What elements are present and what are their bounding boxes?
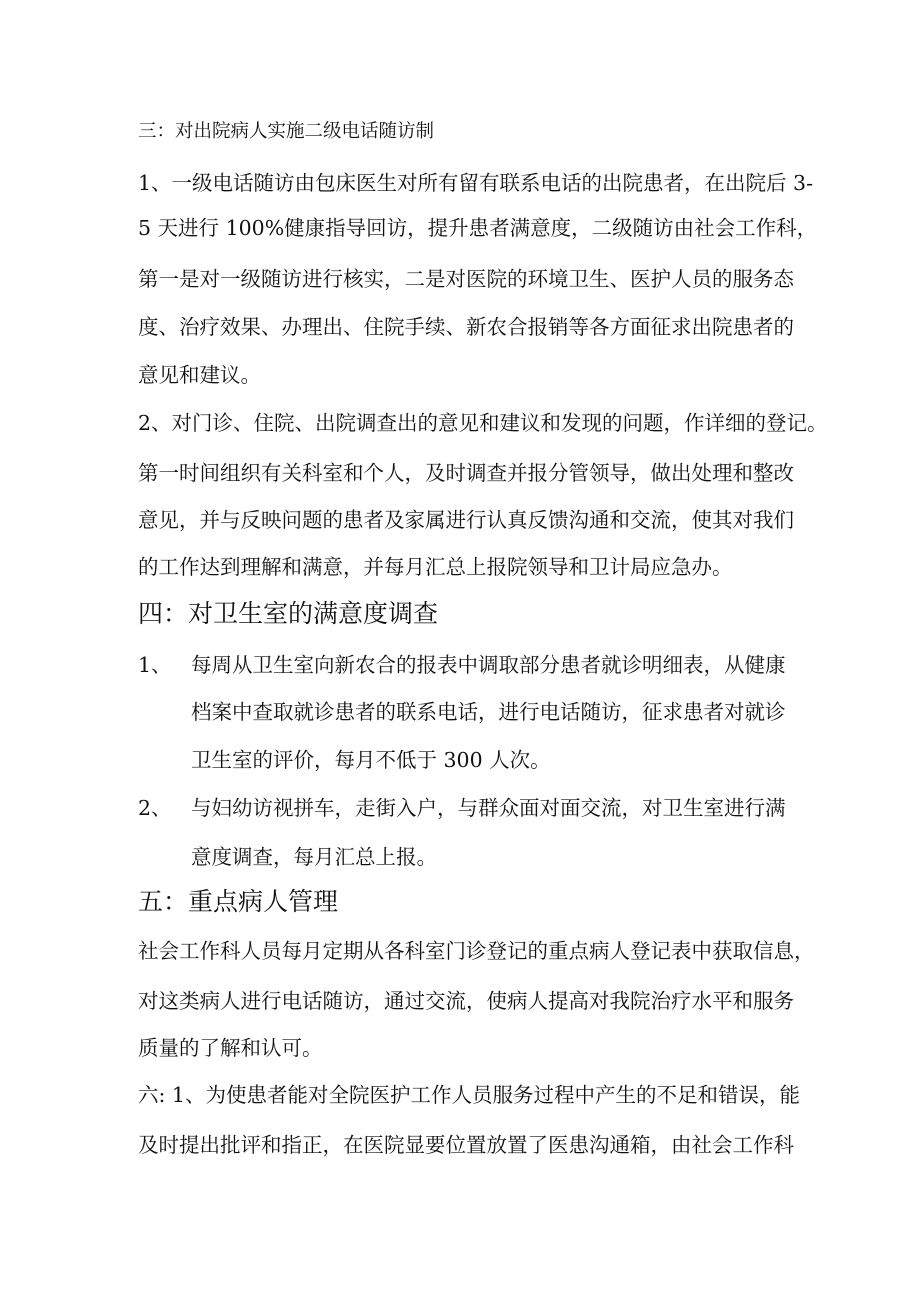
section-3-p1-line-3: 第一是对一级随访进行核实，二是对医院的环境卫生、医护人员的服务态 — [138, 267, 794, 291]
section-5-line-1: 社会工作科人员每月定期从各科室门诊登记的重点病人登记表中获取信息， — [138, 939, 815, 963]
section-3-title: 三：对出院病人实施二级电话随访制 — [138, 121, 435, 142]
section-6-line-2: 及时提出批评和指正，在医院显要位置放置了医患沟通箱，由社会工作科 — [138, 1133, 794, 1157]
section-6-line-1: 六: 1、为使患者能对全院医护工作人员服务过程中产生的不足和错误，能 — [138, 1083, 800, 1107]
section-3-p2-line-2: 第一时间组织有关科室和个人，及时调查并报分管领导，做出处理和整改 — [138, 461, 794, 485]
section-4-item-1-number: 1、 — [138, 653, 172, 677]
section-4-item-2-line-1: 与妇幼访视拼车，走街入户，与群众面对面交流，对卫生室进行满 — [191, 796, 786, 820]
section-4-item-1-line-1: 每周从卫生室向新农合的报表中调取部分患者就诊明细表，从健康 — [191, 653, 786, 677]
section-3-p1-line-5: 意见和建议。 — [138, 363, 261, 387]
section-4-item-2-number: 2、 — [138, 796, 172, 820]
section-5-title: 五：重点病人管理 — [138, 887, 339, 916]
section-3-p1-line-2: 5 天进行 100%健康指导回访，提升患者满意度，二级随访由社会工作科， — [138, 216, 818, 240]
section-3-p1-line-1: 1、一级电话随访由包床医生对所有留有联系电话的出院患者，在出院后 3- — [138, 171, 814, 195]
section-5-line-3: 质量的了解和认可。 — [138, 1036, 323, 1060]
section-3-p2-line-3: 意见，并与反映问题的患者及家属进行认真反馈沟通和交流，使其对我们 — [138, 508, 794, 532]
section-3-p2-line-1: 2、对门诊、住院、出院调查出的意见和建议和发现的问题，作详细的登记。 — [138, 411, 828, 435]
section-4-item-1-line-3: 卫生室的评价，每月不低于 300 人次。 — [191, 748, 551, 772]
section-3-p1-line-4: 度、治疗效果、办理出、住院手续、新农合报销等各方面征求出院患者的 — [138, 315, 794, 339]
section-4-title: 四：对卫生室的满意度调查 — [138, 599, 439, 628]
section-4-item-1-line-2: 档案中查取就诊患者的联系电话，进行电话随访，征求患者对就诊 — [191, 700, 786, 724]
section-3-p2-line-4: 的工作达到理解和满意，并每月汇总上报院领导和卫计局应急办。 — [138, 555, 733, 579]
section-4-item-2-line-2: 意度调查，每月汇总上报。 — [191, 845, 437, 869]
section-5-line-2: 对这类病人进行电话随访，通过交流，使病人提高对我院治疗水平和服务 — [138, 989, 794, 1013]
